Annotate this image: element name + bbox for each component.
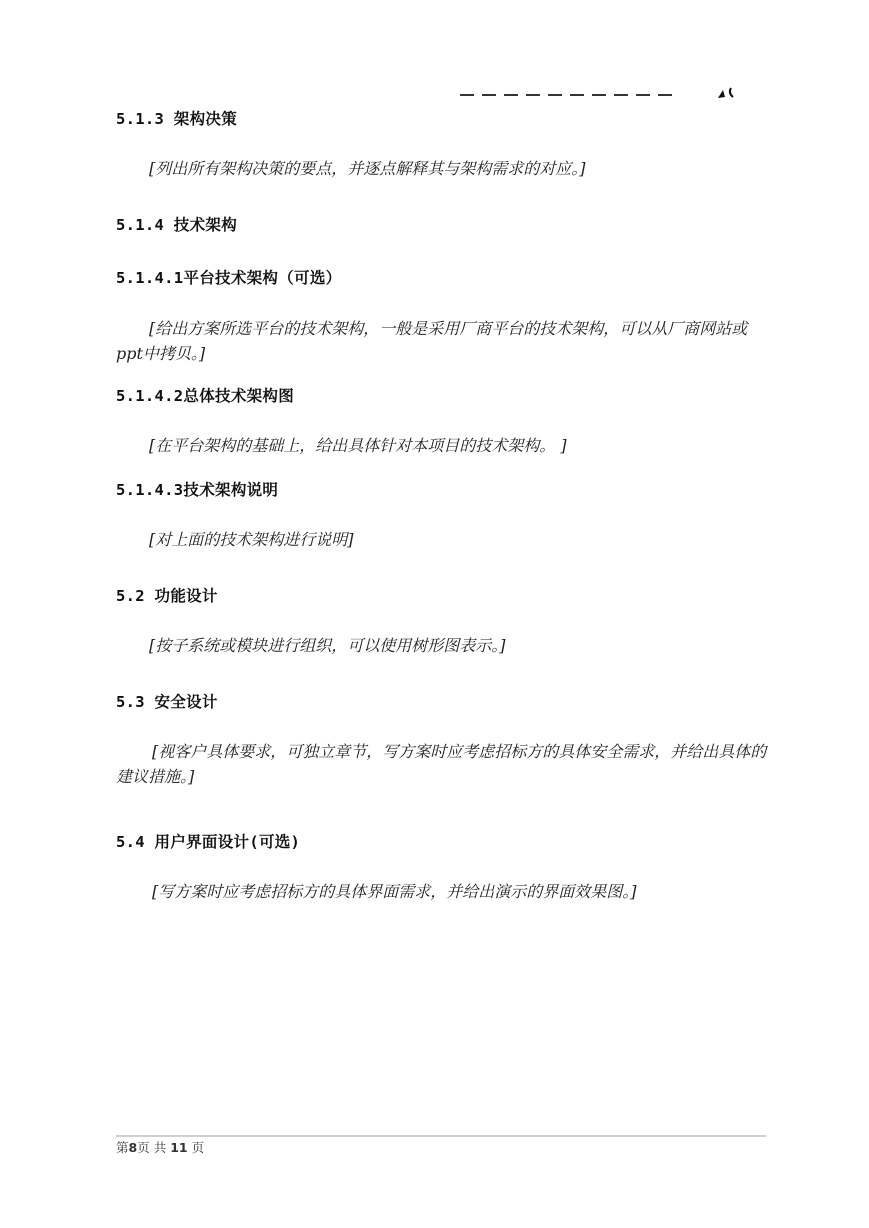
heading-5-3: 5.3 安全设计	[116, 693, 218, 711]
paragraph-5-1-4-2: [在平台架构的基础上，给出具体针对本项目的技术架构。 ]	[149, 436, 567, 455]
heading-5-4: 5.4 用户界面设计(可选)	[116, 833, 301, 851]
paragraph-5-2: [按子系统或模块进行组织，可以使用树形图表示。]	[149, 636, 506, 655]
page-footer	[116, 1138, 204, 1156]
paragraph-5-4: [写方案时应考虑招标方的具体界面需求，并给出演示的界面效果图。]	[152, 882, 637, 901]
header-rule	[460, 94, 678, 96]
heading-5-1-4: 5.1.4 技术架构	[116, 216, 237, 234]
heading-5-2: 5.2 功能设计	[116, 587, 218, 605]
paragraph-5-1-4-1: [给出方案所选平台的技术架构，一般是采用厂商平台的技术架构，可以从厂商网站或ppt中拷贝。]	[116, 319, 748, 363]
heading-5-1-4-3: 5.1.4.3技术架构说明	[116, 481, 279, 499]
heading-5-1-4-1: 5.1.4.1平台技术架构（可选）	[116, 269, 342, 287]
paragraph-5-1-4-3: [对上面的技术架构进行说明]	[149, 530, 354, 549]
footer-mid: 页 共	[137, 1140, 167, 1155]
footer-suffix: 页	[187, 1140, 205, 1155]
paragraph-5-3: [视客户具体要求，可独立章节，写方案时应考虑招标方的具体安全需求，并给出具体的建议措施。]	[116, 742, 767, 786]
header-logo-mark	[714, 82, 742, 102]
footer-page-number: 8	[128, 1140, 138, 1155]
heading-5-1-3: 5.1.3 架构决策	[116, 110, 237, 128]
paragraph-5-1-3: [列出所有架构决策的要点，并逐点解释其与架构需求的对应。]	[149, 159, 586, 178]
footer-total-pages: 11	[170, 1140, 188, 1155]
footer-prefix: 第	[116, 1140, 129, 1155]
footer-rule	[116, 1135, 766, 1137]
heading-5-1-4-2: 5.1.4.2总体技术架构图	[116, 387, 295, 405]
